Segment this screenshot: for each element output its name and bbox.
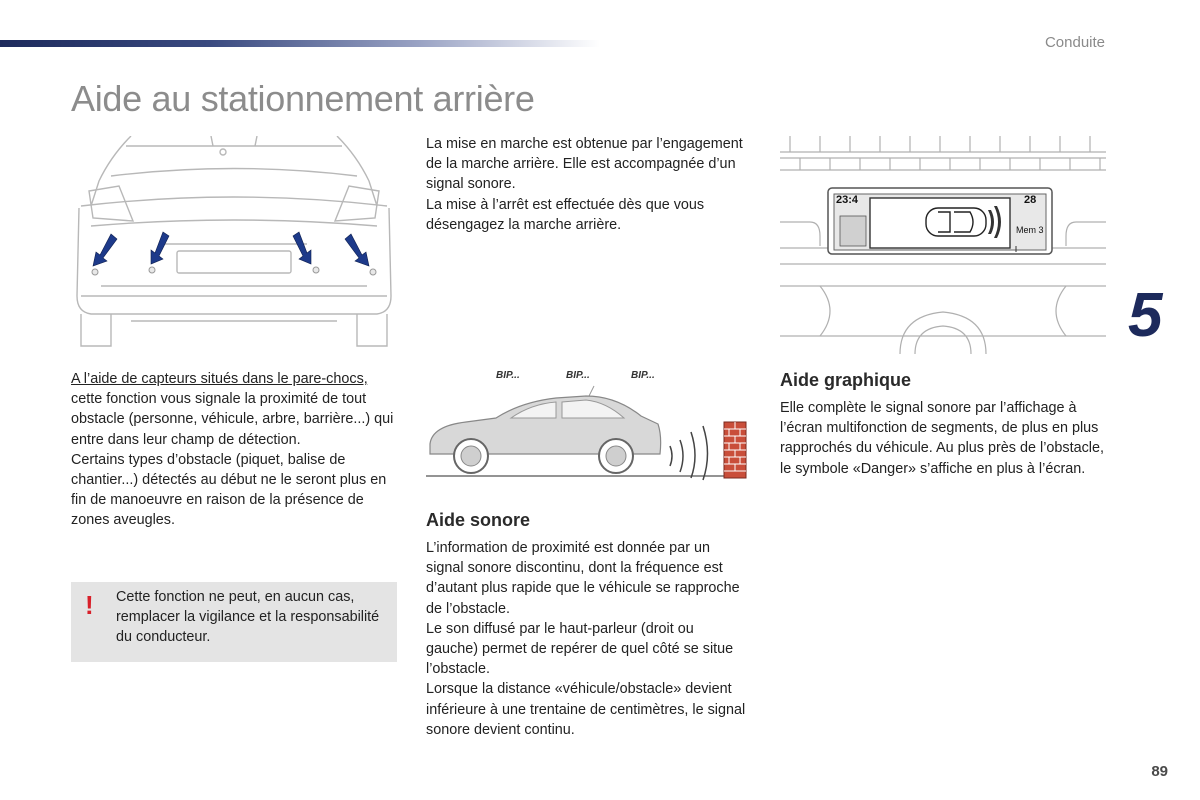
warning-text: Cette fonction ne peut, en aucun cas, remplacer la vigilance et la responsabilité du conducteur. bbox=[116, 589, 380, 646]
display-temperature: 28 bbox=[1024, 194, 1037, 206]
display-time: 23:4 bbox=[836, 194, 859, 206]
sensors-lead: A l’aide de capteurs situés dans le pare-chocs, bbox=[71, 371, 368, 387]
section-label: Conduite bbox=[1044, 34, 1105, 51]
page-title: Aide au stationnement arrière bbox=[71, 78, 535, 119]
beep-label: BIP... bbox=[631, 370, 655, 381]
sound-paragraph: Le son diffusé par le haut-parleur (droit ou gauche) permet de repérer de quel côté se situe l’obstacle. bbox=[426, 620, 734, 678]
sensors-text bbox=[71, 369, 397, 531]
beep-label: BIP... bbox=[496, 370, 520, 381]
car-rear-view-illustration bbox=[71, 136, 397, 352]
beep-label: BIP... bbox=[566, 370, 590, 381]
dashboard-drawing bbox=[780, 136, 1106, 354]
page-number: 89 bbox=[1151, 763, 1168, 780]
graphic-paragraph: Elle complète le signal sonore par l’affichage à l’écran multifonction de segments, de plus en plus rapprochés du véhicule. Au plus près de l’obstacle, le symbole «Danger» s’affiche en plus à l’écran. bbox=[780, 400, 1104, 477]
warning-icon: ! bbox=[85, 590, 94, 620]
intro-paragraph: La mise à l’arrêt est effectuée dès que vous désengagez la marche arrière. bbox=[426, 196, 705, 233]
dashboard-display-illustration bbox=[780, 136, 1106, 354]
header-gradient-bar bbox=[0, 40, 600, 47]
sound-text bbox=[426, 538, 746, 740]
graphic-text bbox=[780, 398, 1106, 479]
graphic-heading: Aide graphique bbox=[780, 370, 912, 390]
car-side-view-illustration bbox=[426, 366, 750, 482]
sound-paragraph: L’information de proximité est donnée par un signal sonore discontinu, dont la fréquence est d’autant plus rapide que le véhicule se rapproche de l’obstacle. bbox=[426, 540, 740, 617]
intro-paragraph: La mise en marche est obtenue par l’engagement de la marche arrière. Elle est accompagnée d’un signal sonore. bbox=[426, 136, 743, 193]
warning-box bbox=[71, 582, 397, 662]
display-memory-label: Mem 3 bbox=[1016, 225, 1044, 235]
sensors-body: cette fonction vous signale la proximité de tout obstacle (personne, véhicule, arbre, barrière...) qui entre dans leur champ de détection. bbox=[71, 391, 394, 448]
chapter-number: 5 bbox=[1128, 281, 1163, 350]
intro-text bbox=[426, 134, 746, 235]
sensors-paragraph: Certains types d’obstacle (piquet, balise de chantier...) détectés au début ne le seront plus en fin de manoeuvre en raison de la présence de zones aveugles. bbox=[71, 451, 387, 529]
car-side-drawing bbox=[426, 366, 750, 482]
sound-paragraph: Lorsque la distance «véhicule/obstacle» devient inférieure à une trentaine de centimètres, le signal sonore devient continu. bbox=[426, 681, 746, 738]
sound-heading: Aide sonore bbox=[426, 510, 531, 530]
